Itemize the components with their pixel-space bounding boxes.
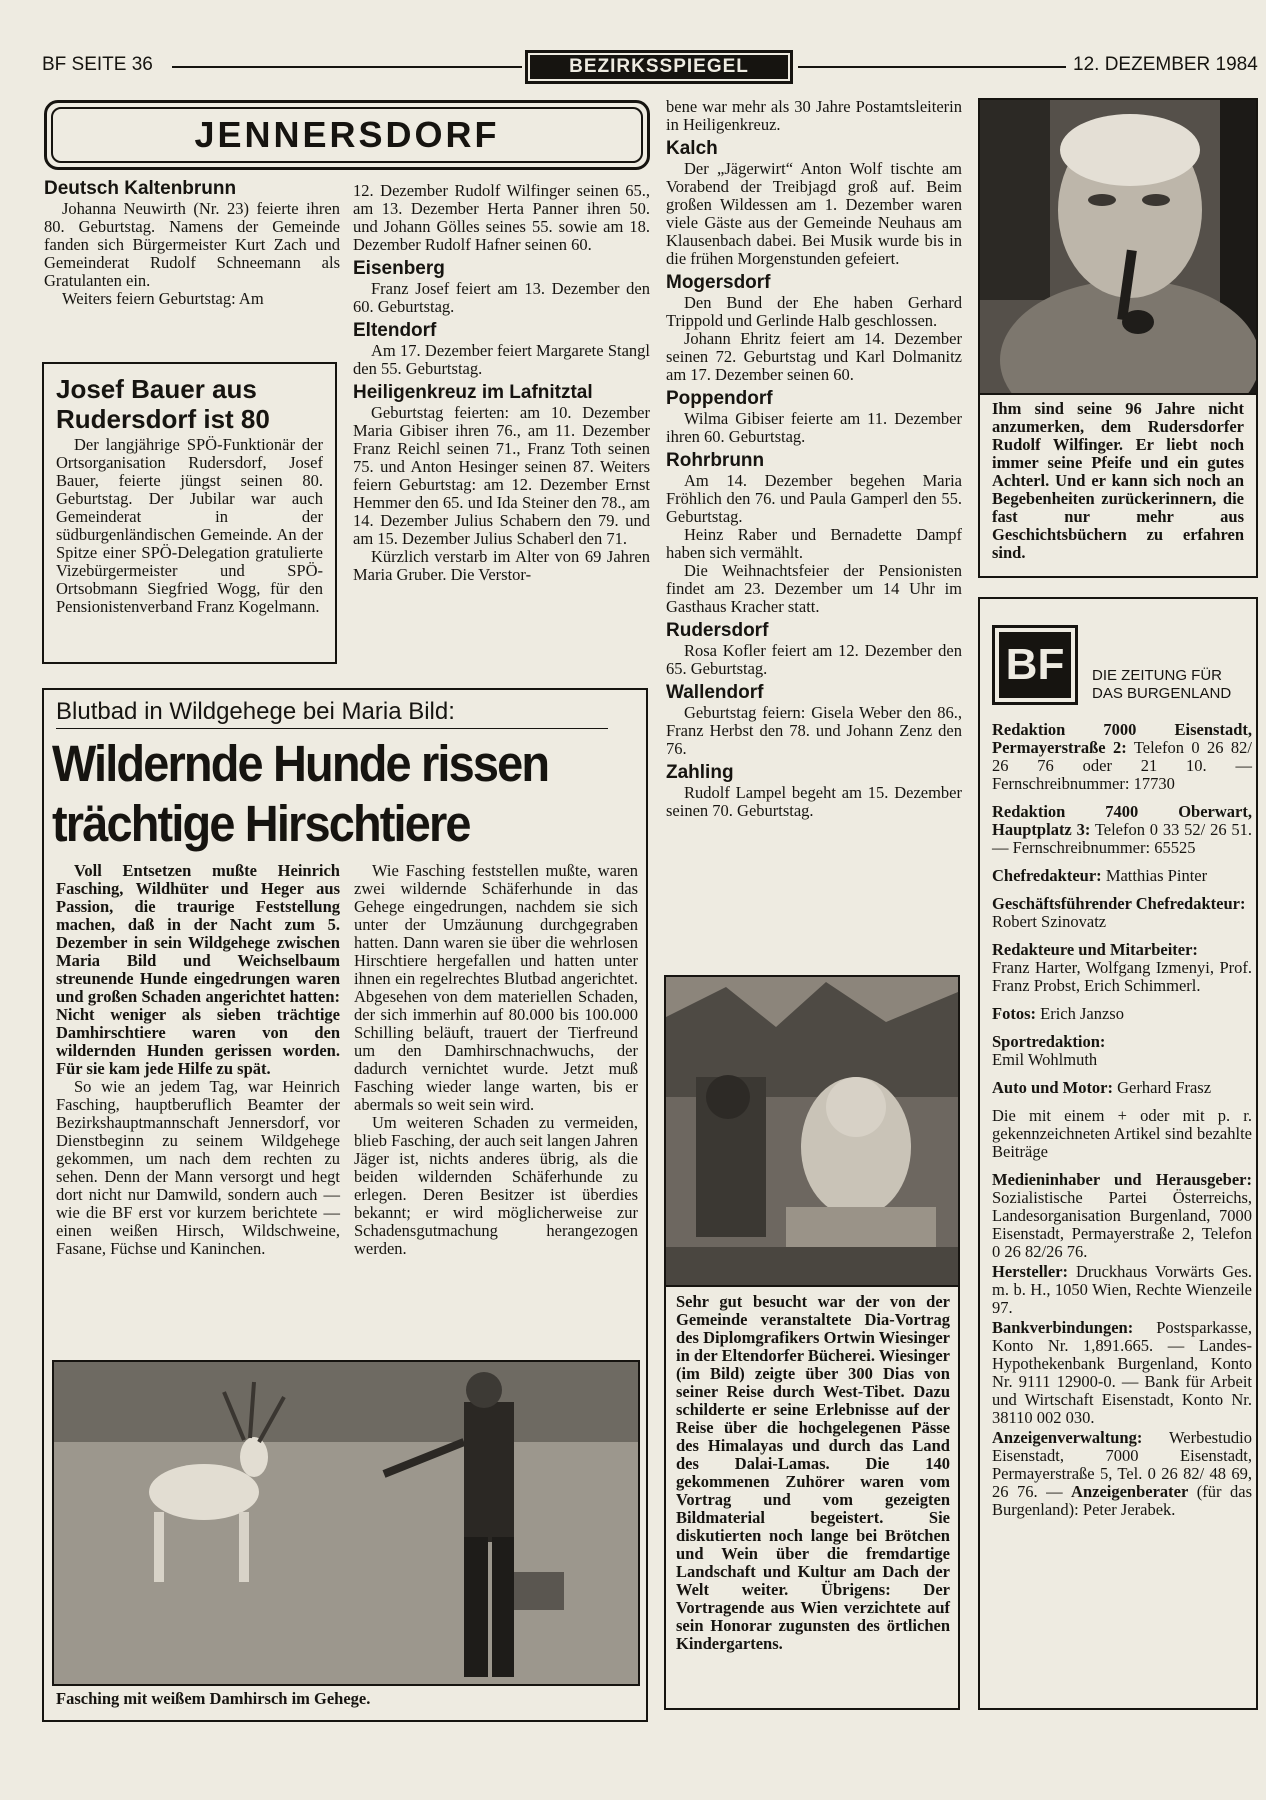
heading-eltendorf: Eltendorf bbox=[353, 320, 437, 341]
article-wallendorf: Geburtstag feiern: Gisela Weber den 86., Franz Herbst den 78. und Johann Zenz den 76. bbox=[666, 703, 962, 758]
article-mogersdorf: Den Bund der Ehe haben Gerhard Trippold und Gerlinde Halb geschlossen. bbox=[666, 293, 962, 330]
section-tag bbox=[525, 50, 793, 84]
blutbad-col-1 bbox=[56, 862, 340, 1258]
headline-line-1: Wildernde Hunde rissen bbox=[52, 735, 549, 792]
heading-heiligenkreuz: Heiligenkreuz im Lafnitztal bbox=[353, 382, 593, 403]
heading-rohrbrunn: Rohrbrunn bbox=[666, 450, 765, 471]
column-3 bbox=[666, 98, 962, 820]
heading-deutsch-kaltenbrunn: Deutsch Kaltenbrunn bbox=[44, 178, 237, 199]
issue-date: 12. DEZEMBER 1984 bbox=[1073, 54, 1258, 75]
headline-line-2: trächtige Hirschtiere bbox=[52, 795, 470, 852]
article-eisenberg: Franz Josef feiert am 13. Dezember den 60. Geburtstag. bbox=[353, 279, 650, 316]
bauer-title: Josef Bauer aus Rudersdorf ist 80 bbox=[56, 374, 270, 434]
wiesinger-box bbox=[664, 975, 960, 1710]
imp-hersteller: Hersteller: Druckhaus Vorwärts Ges. m. b. H., 1050 Wien, Rechte Wienzeile 97. bbox=[992, 1262, 1252, 1317]
wiesinger-photo-image bbox=[666, 977, 958, 1285]
article-continuation: 12. Dezember Rudolf Wilfinger seinen 65., am 13. Dezember Herta Panner ihren 50. und Johann Gölles seines 55. sowie am 18. Dezember Rudolf Hafner seinen 60. bbox=[353, 181, 650, 254]
impressum-box bbox=[978, 597, 1258, 1710]
imp-chefredakteur: Chefredakteur: Matthias Pinter bbox=[992, 866, 1208, 885]
article-rohrbrunn-3: Die Weihnachtsfeier der Pensionisten findet am 23. Dezember um 14 Uhr im Gasthaus Kracher statt. bbox=[666, 561, 962, 616]
imp-redaktion-oberwart: Redaktion 7400 Oberwart, Hauptplatz 3: Telefon 0 33 52/ 26 51. — Fernschreibnummer: 65525 bbox=[992, 802, 1252, 857]
imp-fotos: Fotos: Erich Janzso bbox=[992, 1004, 1124, 1023]
heading-zahling: Zahling bbox=[666, 762, 734, 783]
heading-rudersdorf: Rudersdorf bbox=[666, 620, 769, 641]
wilfinger-caption: Ihm sind seine 96 Jahre nicht anzumerken, dem Rudersdorfer Rudolf Wilfinger. Er liebt noch immer seine Pfeife und ein gutes Achterl. Und er kann sich noch an Begebenheiten zurückerinnern, die fast nur mehr aus Geschichtsbüchern zu erfahren sind. bbox=[992, 399, 1244, 562]
heading-poppendorf: Poppendorf bbox=[666, 388, 773, 409]
region-banner bbox=[44, 100, 650, 170]
blutbad-kicker: Blutbad in Wildgehege bei Maria Bild: bbox=[56, 698, 455, 725]
blutbad-box bbox=[42, 688, 648, 1722]
impressum-masthead bbox=[992, 625, 1256, 705]
tagline: DIE ZEITUNG FÜR DAS BURGENLAND bbox=[1092, 667, 1232, 702]
bf-logo: BF bbox=[992, 625, 1078, 705]
article-rohrbrunn: Am 14. Dezember begehen Maria Fröhlich den 76. und Paula Gamperl den 55. Geburtstag. bbox=[666, 471, 962, 526]
wiesinger-caption: Sehr gut besucht war der von der Gemeinde veranstaltete Dia-Vortrag des Diplomgrafikers Ortwin Wiesinger in der Eltendorfer Bücherei. Wiesinger (im Bild) zeigte über 300 Dias von seiner Reise durch West-Tibet. Dazu schilderte er seine Erlebnisse auf der Reise über die hochgelegenen Pässe des Himalayas und durch das Land des Dalai-Lamas. Die 140 gekommenen Zuhörer waren vom Vortrag und vom gezeigten Bildmaterial begeistert. Sie diskutierten noch lange bei Brötchen und Wein über die fremdartige Landschaft und Kultur am Dach der Welt weiter. Übrigens: Der Vortragende aus Wien verzichtete auf sein Honorar zugunsten des örtlichen Kindergartens. bbox=[676, 1292, 950, 1653]
bauer-box bbox=[42, 362, 337, 664]
heading-kalch: Kalch bbox=[666, 138, 718, 159]
wilfinger-photo bbox=[980, 100, 1256, 395]
article-deutsch-kaltenbrunn-cont: Weiters feiern Geburtstag: Am bbox=[62, 289, 264, 308]
article-zahling: Rudolf Lampel begeht am 15. Dezember seinen 70. Geburtstag. bbox=[666, 783, 962, 820]
imp-geschaeftsfuehrer: Geschäftsführender Chefredakteur: Robert Szinovatz bbox=[992, 894, 1246, 931]
article-deutsch-kaltenbrunn: Johanna Neuwirth (Nr. 23) feierte ihren 80. Geburtstag. Namens der Gemeinde fanden sich Bürgermeister Kurt Zach und Gemeinderat Rudolf Schneemann als Gratulanten ein. bbox=[44, 199, 340, 290]
wiesinger-photo bbox=[666, 977, 958, 1287]
imp-auto: Auto und Motor: Gerhard Frasz bbox=[992, 1078, 1212, 1097]
imp-anzeigen: Anzeigenverwaltung: Werbestudio Eisenstadt, 7000 Eisenstadt, Permayerstraße 5, Tel. 0 26 82/ 48 69, 26 76. — Anzeigenberater (für das Burgenland): Peter Jerabek. bbox=[992, 1428, 1252, 1519]
article-heiligenkreuz: Geburtstag feierten: am 10. Dezember Maria Gibiser ihren 76., am 11. Dezember Franz Reichl seinen 71., Franz Toth seinen 75. und Anton Hesinger seinen 87. Weiters feiern Geburtstag: am 12. Dezember Ernst Hemmer den 65. und Ida Steiner den 78., am 14. Dezember Julius Schabern den 79. und am 15. Dezember Julius Schaberl den 71. bbox=[353, 403, 650, 548]
wilfinger-photo-image bbox=[980, 100, 1256, 393]
fasching-caption: Fasching mit weißem Damhirsch im Gehege. bbox=[56, 1689, 371, 1708]
article-rudersdorf: Rosa Kofler feiert am 12. Dezember den 65. Geburtstag. bbox=[666, 641, 962, 678]
imp-bank: Bankverbindungen: Postsparkasse, Konto Nr. 1,891.665. — Landes-Hypothekenbank Burgenland, Konto Nr. 9111 12900-0. — Bank für Arbeit und Wirtschaft Eisenstadt, Konto Nr. 38110 002 030. bbox=[992, 1318, 1252, 1427]
fasching-photo bbox=[52, 1360, 640, 1686]
blutbad-lead: Voll Entsetzen mußte Heinrich Fasching, Wildhüter und Heger aus Passion, die traurige Feststellung machen, daß in der Nacht zum 5. Dezember in sein Wildgehege zwischen Maria Bild und Weichselbaum streunende Hunde eingedrungen waren und großen Schaden angerichtet hatten: Nicht weniger als sieben trächtige Damhirschtiere waren von den wildernden Hunden gerissen worden. Für sie kam jede Hilfe zu spät. bbox=[56, 861, 340, 1078]
kicker-underline bbox=[56, 728, 608, 729]
heading-wallendorf: Wallendorf bbox=[666, 682, 764, 703]
article-rohrbrunn-2: Heinz Raber und Bernadette Dampf haben sich vermählt. bbox=[666, 525, 962, 562]
article-poppendorf: Wilma Gibiser feierte am 11. Dezember ihren 60. Geburtstag. bbox=[666, 409, 962, 446]
article-eltendorf: Am 17. Dezember feiert Margarete Stangl den 55. Geburtstag. bbox=[353, 341, 650, 378]
article-heiligenkreuz-cont: Kürzlich verstarb im Alter von 69 Jahren Maria Gruber. Die Verstor- bbox=[353, 547, 650, 584]
blutbad-p2: So wie an jedem Tag, war Heinrich Fasching, hauptberuflich Beamter der Bezirkshauptmannschaft Jennersdorf, vor Dienstbeginn zu seinem Wildgehege gekommen, um nach dem rechten zu sehen. Denn der Mann versorgt und hegt dort nicht nur Damwild, sondern auch — wie die BF erst vor kurzem berichtete — einen weißen Hirsch, Wildschweine, Fasane, Füchse und Kaninchen. bbox=[56, 1077, 340, 1258]
blutbad-p4: Um weiteren Schaden zu vermeiden, blieb Fasching, der auch seit langen Jahren Jäger ist, nichts anderes übrig, als die beiden wildernden Schäferhunde zu erlegen. Deren Besitzer ist überdies bekannt; er wird möglicherweise zur Schadensgutmachung herangezogen werden. bbox=[354, 1113, 638, 1258]
column-1 bbox=[44, 180, 340, 308]
blutbad-col-2 bbox=[354, 862, 638, 1258]
header-rule-left bbox=[172, 66, 522, 68]
imp-mitarbeiter: Redakteure und Mitarbeiter: Franz Harter, Wolfgang Izmenyi, Prof. Franz Probst, Erich Schimmerl. bbox=[992, 940, 1252, 995]
article-continuation-2: bene war mehr als 30 Jahre Postamtsleiterin in Heiligenkreuz. bbox=[666, 97, 962, 134]
article-kalch: Der „Jägerwirt“ Anton Wolf tischte am Vorabend der Treibjagd groß auf. Beim großen Wildessen am 1. Dezember waren viele Gäste aus der Gemeinde Neuhaus am Klausenbach dabei. Bei Musik wurde bis in die frühen Morgenstunden gefeiert. bbox=[666, 159, 962, 268]
heading-mogersdorf: Mogersdorf bbox=[666, 272, 771, 293]
wilfinger-box bbox=[978, 98, 1258, 578]
bauer-text: Der langjährige SPÖ-Funktionär der Ortsorganisation Rudersdorf, Josef Bauer, feierte jüngst seinen 80. Geburtstag. Der Jubilar war auch Gemeinderat in der südburgenländischen Gemeinde. An der Spitze einer SPÖ-Delegation gratulierte Vizebürgermeister und SPÖ-Ortsobmann Siegfried Wogg, für den Pensionistenverband Franz Kogelmann. bbox=[56, 435, 323, 616]
heading-eisenberg: Eisenberg bbox=[353, 258, 445, 279]
blutbad-headline bbox=[52, 734, 595, 854]
header-rule-right bbox=[798, 66, 1066, 68]
imp-redaktion-eisenstadt: Redaktion 7000 Eisenstadt, Permayerstraße 2: Telefon 0 26 82/ 26 76 oder 21 10. — Fernschreibnummer: 17730 bbox=[992, 720, 1252, 793]
article-mogersdorf-2: Johann Ehritz feiert am 14. Dezember seinen 72. Geburtstag und Karl Dolmanitz am 17. Dezember seinen 60. bbox=[666, 329, 962, 384]
imp-medieninhaber: Medieninhaber und Herausgeber: Sozialistische Partei Österreichs, Landesorganisation Burgenland, 7000 Eisenstadt, Permayerstraße 2, Telefon 0 26 82/26 76. bbox=[992, 1170, 1252, 1261]
section-label: BEZIRKSSPIEGEL bbox=[530, 55, 788, 79]
page-label: BF SEITE 36 bbox=[42, 54, 153, 75]
fasching-photo-image bbox=[54, 1362, 638, 1684]
column-2 bbox=[353, 182, 650, 584]
region-title: JENNERSDORF bbox=[194, 114, 500, 155]
imp-note: Die mit einem + oder mit p. r. gekennzeichneten Artikel sind bezahlte Beiträge bbox=[992, 1106, 1252, 1161]
imp-sport: Sportredaktion: Emil Wohlmuth bbox=[992, 1032, 1106, 1069]
blutbad-p3: Wie Fasching feststellen mußte, waren zwei wildernde Schäferhunde in das Gehege eingedrungen, nachdem sie sich unter der Umzäunung durchgegraben hatten. Dann waren sie über die wehrlosen Hirschtiere hergefallen und hatten unter ihnen ein regelrechtes Blutbad angerichtet. Abgesehen von dem materiellen Schaden, der sich immerhin auf 80.000 bis 100.000 Schilling beläuft, trauert der Tierfreund um den Damhirschnachwuchs, der dadurch vernichtet wurde. Jetzt muß Fasching wieder lange warten, bis er abermals so weit sein wird. bbox=[354, 861, 638, 1114]
page-header bbox=[0, 50, 1266, 90]
